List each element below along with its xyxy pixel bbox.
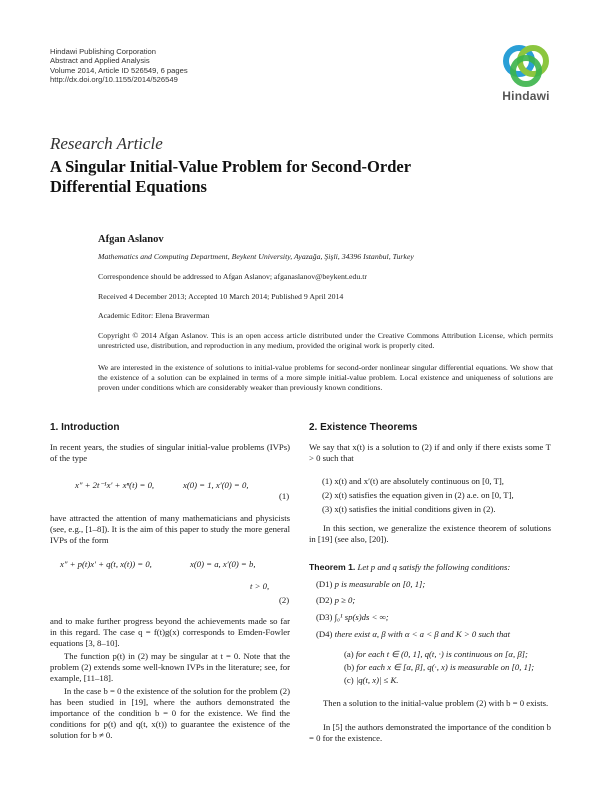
- intro-paragraph-4: The function p(t) in (2) may be singular at t = 0. Note that the problem (2) extends some well-known IVPs in the literature; see, for example, [11–18].: [50, 651, 290, 683]
- subcond-number: (c): [344, 675, 354, 685]
- intro-paragraph-1: In recent years, the studies of singular initial-value problems (IVPs) of the type: [50, 442, 290, 463]
- theorem-1: [309, 562, 551, 573]
- subcond-number: (b): [344, 662, 355, 672]
- hindawi-logo-icon: [497, 43, 555, 89]
- correspondence: Correspondence should be addressed to Afgan Aslanov; afganaslanov@beykent.edu.tr: [98, 272, 367, 281]
- subcondition-c: [344, 675, 398, 686]
- publisher-name: Hindawi Publishing Corporation: [50, 47, 156, 56]
- abstract: We are interested in the existence of solutions to initial-value problems for second-order nonlinear singular differential equations. We show that the existence of a solution can be explained in terms of a more simple initial-value problem. Local existence and uniqueness of solutions are proven under conditions which are considerably weaker than previously known conditions.: [98, 363, 553, 392]
- item-number: (2): [322, 490, 333, 500]
- equation-2-condition: t > 0,: [250, 581, 270, 591]
- intro-paragraph-5: In the case b = 0 the existence of the solution for the problem (2) has been studied in [19], where the authors demonstrated the importance of the condition b = 0 for the existence. We find the conditions for p(t) and q(t, x(t)) to guarantee the existence of the solution for b ≠ 0.: [50, 686, 290, 740]
- affiliation: Mathematics and Computing Department, Beykent University, Ayazağa, Şişli, 34396 Istanbul, Turkey: [98, 252, 414, 261]
- equation-1-lhs: x″ + 2t⁻¹x′ + xⁿ(t) = 0,: [75, 480, 155, 490]
- solution-condition-2: [322, 490, 514, 501]
- equation-2-lhs: x″ + p(t)x′ + q(t, x(t)) = 0,: [60, 559, 152, 569]
- article-title: [50, 157, 520, 197]
- existence-paragraph-2: In this section, we generalize the existence theorem of solutions in [19] (see also, [20]).: [309, 523, 551, 544]
- cond-text: there exist α, β with α < a < β and K > 0 such that: [334, 629, 511, 639]
- subcond-number: (a): [344, 649, 354, 659]
- volume-info: Volume 2014, Article ID 526549, 6 pages: [50, 65, 188, 75]
- condition-d1: [316, 579, 425, 590]
- item-text: x(t) satisfies the equation given in (2) a.e. on [0, T],: [334, 490, 514, 500]
- equation-1-number: (1): [279, 491, 290, 501]
- dates: Received 4 December 2013; Accepted 10 March 2014; Published 9 April 2014: [98, 292, 344, 301]
- subcond-text: |q(t, x)| ≤ K.: [355, 675, 399, 685]
- author-name: Afgan Aslanov: [98, 234, 164, 245]
- title-line-1: A Singular Initial-Value Problem for Second-Order: [50, 157, 412, 176]
- subcond-text: for each t ∈ (0, 1], q(t, ·) is continuous on [α, β];: [355, 649, 528, 659]
- existence-paragraph-4: In [5] the authors demonstrated the importance of the condition b = 0 for the existence.: [309, 722, 551, 743]
- solution-condition-1: [322, 476, 504, 487]
- subcond-text: for each x ∈ [α, β], q(·, x) is measurable on [0, 1];: [356, 662, 535, 672]
- condition-d4: [316, 629, 510, 640]
- equation-2-ic: x(0) = a, x′(0) = b,: [190, 559, 256, 569]
- cond-number: (D3): [316, 612, 333, 622]
- item-text: x(t) satisfies the initial conditions given in (2).: [334, 504, 496, 514]
- cond-number: (D1): [316, 579, 333, 589]
- intro-paragraph-2: have attracted the attention of many mathematicians and physicists (see, e.g., [1–8]). It is the aim of this paper to study the more general IVPs of the form: [50, 513, 290, 545]
- theorem-text: Let p and q satisfy the following conditions:: [357, 562, 511, 572]
- journal-name: Abstract and Applied Analysis: [50, 56, 150, 66]
- logo-wordmark: Hindawi: [502, 89, 550, 103]
- hindawi-logo: [497, 43, 555, 105]
- cond-text: p ≥ 0;: [334, 595, 356, 605]
- cond-number: (D2): [316, 595, 333, 605]
- journal-header: [50, 47, 188, 85]
- solution-condition-3: [322, 504, 496, 515]
- item-text: x(t) and x′(t) are absolutely continuous on [0, T],: [334, 476, 504, 486]
- existence-paragraph-1: We say that x(t) is a solution to (2) if and only if there exists some T > 0 such that: [309, 442, 551, 463]
- existence-paragraph-3: Then a solution to the initial-value problem (2) with b = 0 exists.: [323, 698, 549, 708]
- item-number: (1): [322, 476, 333, 486]
- intro-paragraph-3: and to make further progress beyond the achievements made so far in this regard. The case q = f(t)g(x) corresponds to Emden-Fowler equations [3, 8–10].: [50, 616, 290, 648]
- condition-d2: [316, 595, 355, 606]
- intro-heading: 1. Introduction: [50, 422, 120, 433]
- academic-editor: Academic Editor: Elena Braverman: [98, 311, 210, 320]
- cond-text: ∫₀¹ sp(s)ds < ∞;: [334, 612, 389, 622]
- existence-heading: 2. Existence Theorems: [309, 422, 418, 433]
- title-line-2: Differential Equations: [50, 177, 207, 196]
- subcondition-a: [344, 649, 528, 660]
- equation-1-ic: x(0) = 1, x′(0) = 0,: [183, 480, 249, 490]
- equation-2-number: (2): [279, 595, 290, 605]
- cond-text: p is measurable on [0, 1];: [334, 579, 426, 589]
- doi-link[interactable]: http://dx.doi.org/10.1155/2014/526549: [50, 75, 178, 85]
- subcondition-b: [344, 662, 534, 673]
- item-number: (3): [322, 504, 333, 514]
- theorem-label: Theorem 1.: [309, 562, 356, 572]
- condition-d3: [316, 612, 389, 623]
- cond-number: (D4): [316, 629, 333, 639]
- copyright: Copyright © 2014 Afgan Aslanov. This is an open access article distributed under the Creative Commons Attribution License, which permits unrestricted use, distribution, and reproduction in any medium, provided the original work is properly cited.: [98, 331, 553, 350]
- article-type: Research Article: [50, 134, 163, 153]
